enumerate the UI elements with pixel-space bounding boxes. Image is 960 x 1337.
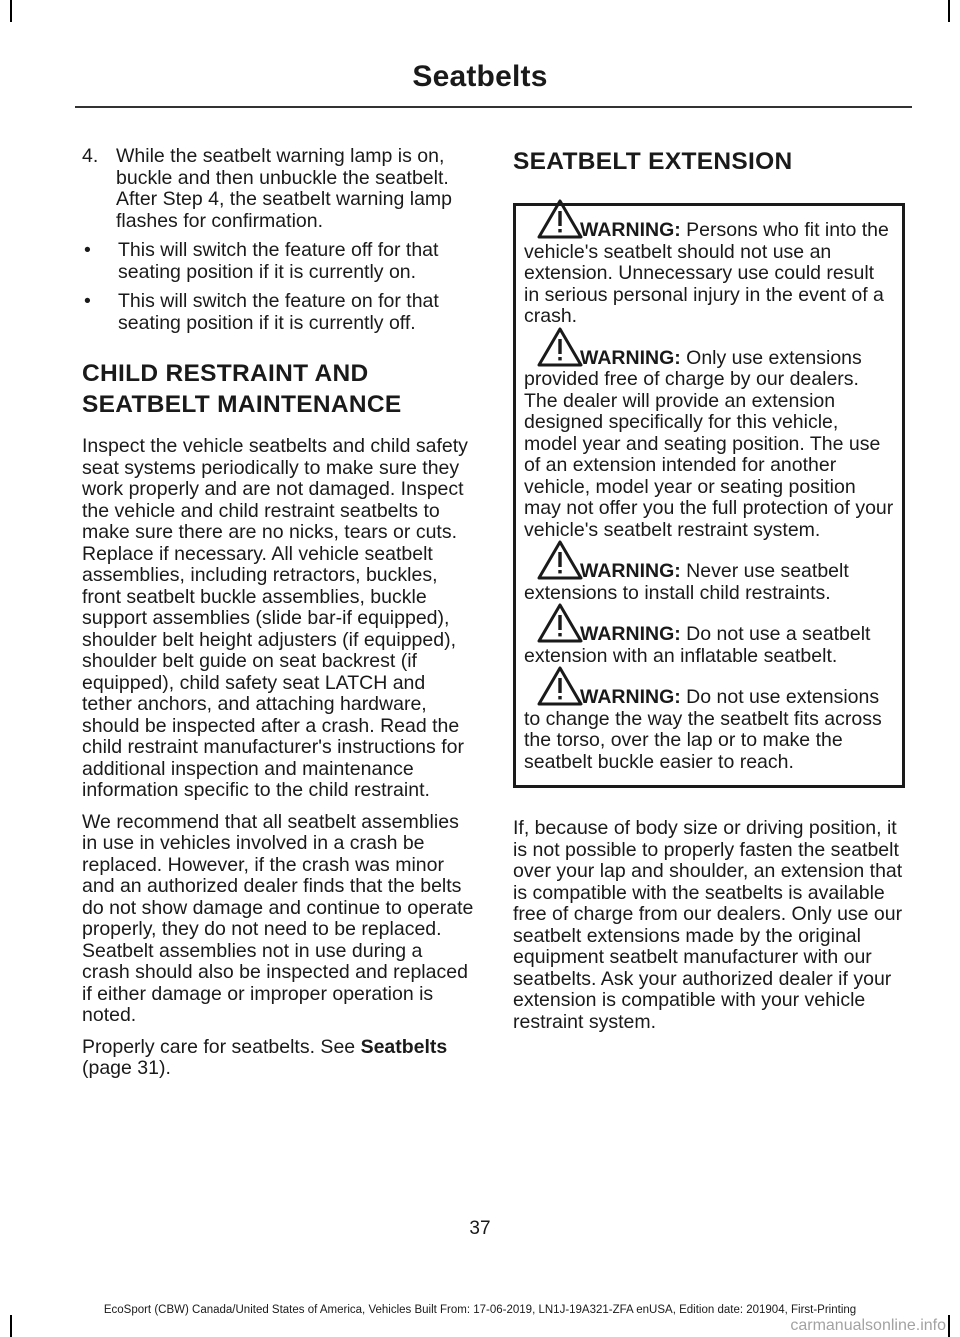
crossref-paragraph xyxy=(82,1037,475,1080)
warning-label: WARNING: xyxy=(580,219,681,241)
crop-mark-bottom-right xyxy=(948,1315,950,1337)
bullet-text: This will switch the feature on for that seating position if it is currently off. xyxy=(118,290,439,334)
paragraph: We recommend that all seatbelt assemblies in use in vehicles involved in a crash be replaced. However, if the crash was minor and an authorized dealer finds that the belts do not show damage and continue to operate properly, they do not need to be replaced. Seatbelt assemblies not in use during a crash should also be inspected and replaced if either damage or improper operation is noted. xyxy=(82,810,474,1026)
crossref-page: (page 31). xyxy=(82,1057,171,1079)
step-text: While the seatbelt warning lamp is on, buckle and then unbuckle the seatbelt. After Step 4, the seatbelt warning lamp flashes for confirmation. xyxy=(116,145,453,232)
warning-label: WARNING: xyxy=(580,346,681,369)
header-divider xyxy=(75,106,912,108)
left-column xyxy=(82,146,475,1090)
warning-item xyxy=(524,220,894,328)
warning-label: WARNING: xyxy=(580,686,681,708)
warning-text: Do not use a seatbelt extension with an inflatable seatbelt. xyxy=(524,623,871,667)
step-number: 4. xyxy=(82,145,99,167)
warning-triangle-icon xyxy=(536,602,584,644)
bullet-symbol: • xyxy=(84,290,91,312)
warning-text: Never use seatbelt extensions to install child restraints. xyxy=(524,560,849,604)
heading-line: CHILD RESTRAINT AND xyxy=(82,360,369,387)
warning-triangle-icon xyxy=(536,665,584,707)
section-heading-maintenance xyxy=(82,358,475,420)
heading-line: SEATBELT MAINTENANCE xyxy=(82,391,402,418)
warning-triangle-icon xyxy=(536,198,584,240)
bullet-symbol: • xyxy=(84,239,91,261)
page-title: Seatbelts xyxy=(412,60,548,93)
watermark: carmanualsonline.info xyxy=(790,1317,946,1334)
section-heading-extension: SEATBELT EXTENSION xyxy=(513,148,793,175)
warning-triangle-icon xyxy=(536,539,584,581)
page-number: 37 xyxy=(469,1218,491,1239)
warning-box xyxy=(513,203,905,788)
warning-text: Only use extensions provided free of charge by our dealers. The dealer will provide an extension designed specifically for this vehicle, model year and seating position. The use of an extension intended for another vehicle, model year or seating position may not offer you the full protection of your vehicle's seatbelt restraint system. xyxy=(524,346,894,541)
bullet-text: This will switch the feature off for that seating position if it is currently on. xyxy=(118,239,439,283)
crossref-prefix: Properly care for seatbelts. See xyxy=(82,1035,361,1058)
crop-mark-top-right xyxy=(948,0,950,22)
paragraph: If, because of body size or driving position, it is not possible to properly fasten the seatbelt over your lap and shoulder, an extension that is compatible with the seatbelts is available free of charge from our dealers. Only use our seatbelt extensions made by the original equipment seatbelt manufacturer with our seatbelts. Ask your authorized dealer if your extension is compatible with your vehicle restraint system. xyxy=(513,817,903,1033)
paragraph: Inspect the vehicle seatbelts and child safety seat systems periodically to make sure they work properly and are not damaged. Inspect the vehicle and child restraint seatbelts to make sure there are no nicks, tears or cuts. Replace if necessary. All vehicle seatbelt assemblies, including retractors, buckles, front seatbelt buckle assemblies, buckle support assemblies (slide bar-if equipped), shoulder belt height adjusters (if equipped), shoulder belt guide on seat backrest (if equipped), child safety seat LATCH and tether anchors, and attaching hardware, should be inspected after a crash. Read the child restraint manufacturer's instructions for additional inspection and maintenance information specific to the child restraint. xyxy=(82,435,468,801)
crop-mark-bottom-left xyxy=(10,1315,12,1337)
warning-triangle-icon xyxy=(536,326,584,368)
warning-item xyxy=(524,348,894,542)
warning-label: WARNING: xyxy=(580,623,681,645)
footer-text: EcoSport (CBW) Canada/United States of America, Vehicles Built From: 17-06-2019, LN1J-19A321-ZFA enUSA, Edition date: 201904, First-Printing xyxy=(103,1304,857,1316)
warning-item xyxy=(524,687,894,773)
warning-text: Do not use extensions to change the way the seatbelt fits across the torso, over the lap or to make the seatbelt buckle easier to reach. xyxy=(524,686,882,773)
crop-mark-top-left xyxy=(10,0,12,22)
warning-item xyxy=(524,624,894,667)
bullet-item xyxy=(82,240,475,283)
warning-text: Persons who fit into the vehicle's seatbelt should not use an extension. Unnecessary use could result in serious personal injury in the event of a crash. xyxy=(524,219,889,327)
crossref-link[interactable]: Seatbelts xyxy=(360,1035,448,1058)
step-item xyxy=(82,146,475,232)
right-column xyxy=(513,146,905,1043)
bullet-item xyxy=(82,291,475,334)
warning-label: WARNING: xyxy=(580,560,681,582)
warning-item xyxy=(524,561,894,604)
